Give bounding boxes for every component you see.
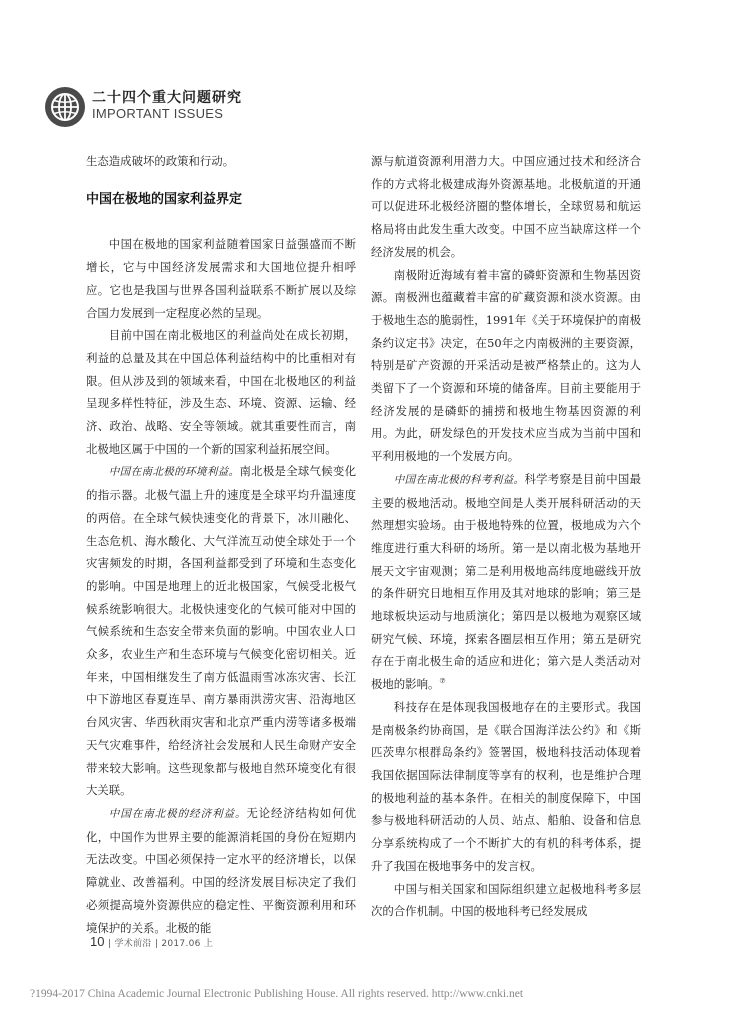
right-column [371,150,641,923]
research-interest-text: 科学考察是目前中国最主要的极地活动。极地空间是人类开展科研活动的天然理想实验场。由于极地特殊的位置，极地成为六个维度进行重大科研的场所。第一是以南北极为基地开展天文宇宙观测；第二是利用极地高纬度地磁线开放的条件研究日地相互作用及其对地球的影响；第三是地球板块运动与地质演化；第四是以极地为观察区域研究气候、环境，探索各圈层相互作用；第五是研究存在于南北极生命的适应和进化；第六是人类活动对极地的影响。 [371,471,641,692]
footnote-marker: ⑦ [439,677,446,686]
header-title-cn: 二十四个重大问题研究 [92,90,242,106]
header [44,86,284,130]
left-paragraph-2: 目前中国在南北极地区的利益尚处在成长初期，利益的总量及其在中国总体利益结构中的比重相对有限。但从涉及到的领域来看，中国在北极地区的利益呈现多样性特征，涉及生态、环境、资源、运输、经济、政治、战略、安全等领域。就其重要性而言，南北极地区属于中国的一个新的国家利益拓展空间。 [86,328,356,456]
left-paragraph-0: 生态造成破坏的政策和行动。 [86,154,235,168]
right-paragraph-3: 科技存在是体现我国极地存在的主要形式。我国是南极条约协商国，是《联合国海洋法公约》和《斯匹茨卑尔根群岛条约》签署国，极地科技活动体现着我国依据国际法律制度等享有的权利，也是维护合理的极地利益的基本条件。在相关的制度保障下，中国参与极地科研活动的人员、站点、船舶、设备和信息分享系统构成了一个不断扩大的有机的科考体系，提升了我国在极地事务中的发言权。 [371,699,641,873]
economic-interest-text: 无论经济结构如何优化，中国作为世界主要的能源消耗国的身份在短期内无法改变。中国必须保持一定水平的经济增长，以保障就业、改善福利。中国的经济发展目标决定了我们必须提高境外资源供应的稳定性、平衡资源利用和环境保护的关系。北极的能 [86,805,356,935]
right-paragraph-0: 源与航道资源利用潜力大。中国应通过技术和经济合作的方式将北极建成海外资源基地。北极航道的开通可以促进环北极经济圈的整体增长，全球贸易和航运格局将由此发生重大改变。中国不应当缺席这样一个经济发展的机会。 [371,154,641,259]
page-number: 10 [90,934,105,949]
left-paragraph-4 [86,802,356,939]
copyright-notice: ?1994-2017 China Academic Journal Electronic Publishing House. All rights reserved. http://www.cnki.net [30,988,524,1000]
economic-interest-lead: 中国在南北极的经济利益。 [108,807,247,820]
environment-interest-lead: 中国在南北极的环境利益。 [108,466,240,479]
right-paragraph-4: 中国与相关国家和国际组织建立起极地科考多层次的合作机制。中国的极地科考已经发展成 [371,881,641,919]
environment-interest-text: 南北极是全球气候变化的指示器。北极气温上升的速度是全球平均升温速度的两倍。在全球气候快速变化的背景下，冰川融化、生态危机、海水酸化、大气洋流互动使全球处于一个灾害频发的时期，各国利益都受到了环境和生态变化的影响。中国是地理上的近北极国家，气候受北极气候系统影响很大。北极快速变化的气候可能对中国的气候系统和生态安全带来负面的影响。中国农业人口众多，农业生产和生态环境与气候变化密切相关。近年来，中国相继发生了南方低温雨雪冰冻灾害、长江中下游地区春夏连旱、南方暴雨洪涝灾害、沿海地区台风灾害、华西秋雨灾害和北京严重内涝等诸多极端天气灾难事件，给经济社会发展和人民生命财产安全带来较大影响。这些现象都与极地自然环境变化有很大关联。 [86,464,356,798]
left-column [86,150,356,939]
right-paragraph-2 [371,468,641,696]
header-title-en: IMPORTANT ISSUES [92,106,224,121]
section-title: 中国在极地的国家利益界定 [86,191,243,207]
research-interest-lead: 中国在南北极的科考利益。 [393,473,525,486]
journal-footer: | 学术前沿 | 2017.06 上 [108,939,214,949]
left-paragraph-1: 中国在极地的国家利益随着国家日益强盛而不断增长，它与中国经济发展需求和大国地位提升相呼应。它也是我国与世界各国利益联系不断扩展以及综合国力发展到一定程度必然的呈现。 [86,237,356,320]
right-paragraph-1: 南极附近海域有着丰富的磷虾资源和生物基因资源。南极洲也蕴藏着丰富的矿藏资源和淡水资源。由于极地生态的脆弱性，1991年《关于环境保护的南极条约议定书》决定，在50年之内南极洲的主要资源，特别是矿产资源的开采活动是被严格禁止的。这为人类留下了一个资源和环境的储备库。目前主要能用于经济发展的是磷虾的捕捞和极地生物基因资源的利用。为此，研发绿色的开发技术应当成为当前中国和平利用极地的一个发展方向。 [371,267,641,464]
globe-icon [44,86,86,128]
left-paragraph-3 [86,460,356,802]
